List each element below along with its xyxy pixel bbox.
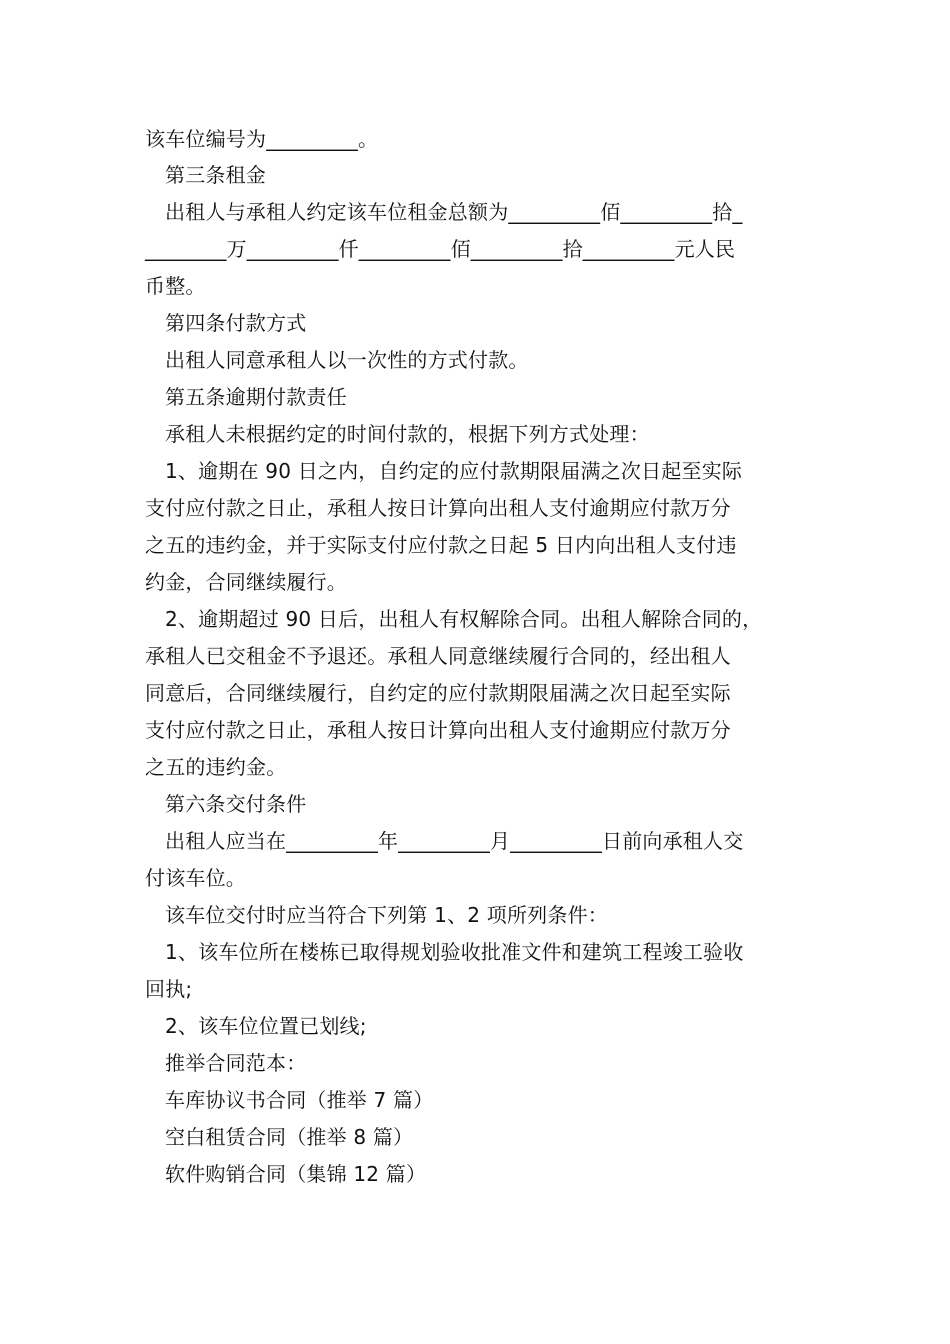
text-line: 2、该车位位置已划线; xyxy=(165,1014,367,1038)
text-line: 出租人应当在_________年_________月_________日前向承租人交 xyxy=(165,829,744,853)
text-line: 该车位交付时应当符合下列第 1、2 项所列条件： xyxy=(165,903,608,927)
text-line: 2、逾期超过 90 日后，出租人有权解除合同。出租人解除合同的， xyxy=(165,607,763,631)
text-line: 1、该车位所在楼栋已取得规划验收批准文件和建筑工程竣工验收 xyxy=(165,940,744,964)
text-line: 回执; xyxy=(145,977,193,1001)
section-heading: 第五条逾期付款责任 xyxy=(165,385,347,409)
text-line: 出租人同意承租人以一次性的方式付款。 xyxy=(165,348,529,372)
recommended-link[interactable]: 车库协议书合同（推举 7 篇） xyxy=(165,1088,434,1112)
text-line: 付该车位。 xyxy=(145,866,246,890)
section-heading: 第六条交付条件 xyxy=(165,792,307,816)
text-line: 约金，合同继续履行。 xyxy=(145,570,347,594)
text-line: ________万_________仟_________佰_________拾_________元人民 xyxy=(145,237,736,261)
section-heading: 第四条付款方式 xyxy=(165,311,307,335)
text-line: 支付应付款之日止，承租人按日计算向出租人支付逾期应付款万分 xyxy=(145,718,731,742)
text-line: 承租人已交租金不予退还。承租人同意继续履行合同的，经出租人 xyxy=(145,644,731,668)
text-line: 支付应付款之日止，承租人按日计算向出租人支付逾期应付款万分 xyxy=(145,496,731,520)
recommended-link[interactable]: 空白租赁合同（推举 8 篇） xyxy=(165,1125,414,1149)
text-line: 1、逾期在 90 日之内，自约定的应付款期限届满之次日起至实际 xyxy=(165,459,743,483)
recommended-link[interactable]: 软件购销合同（集锦 12 篇） xyxy=(165,1162,427,1186)
text-line: 币整。 xyxy=(145,274,206,298)
text-line: 之五的违约金，并于实际支付应付款之日起 5 日内向出租人支付违 xyxy=(145,533,737,557)
text-line: 承租人未根据约定的时间付款的，根据下列方式处理： xyxy=(165,422,650,446)
text-line: 出租人与承租人约定该车位租金总额为_________佰_________拾_ xyxy=(165,200,743,224)
text-line: 推举合同范本： xyxy=(165,1051,307,1075)
section-heading: 第三条租金 xyxy=(165,163,266,187)
text-line: 之五的违约金。 xyxy=(145,755,287,779)
text-line: 该车位编号为_________。 xyxy=(145,127,379,151)
text-line: 同意后，合同继续履行，自约定的应付款期限届满之次日起至实际 xyxy=(145,681,731,705)
